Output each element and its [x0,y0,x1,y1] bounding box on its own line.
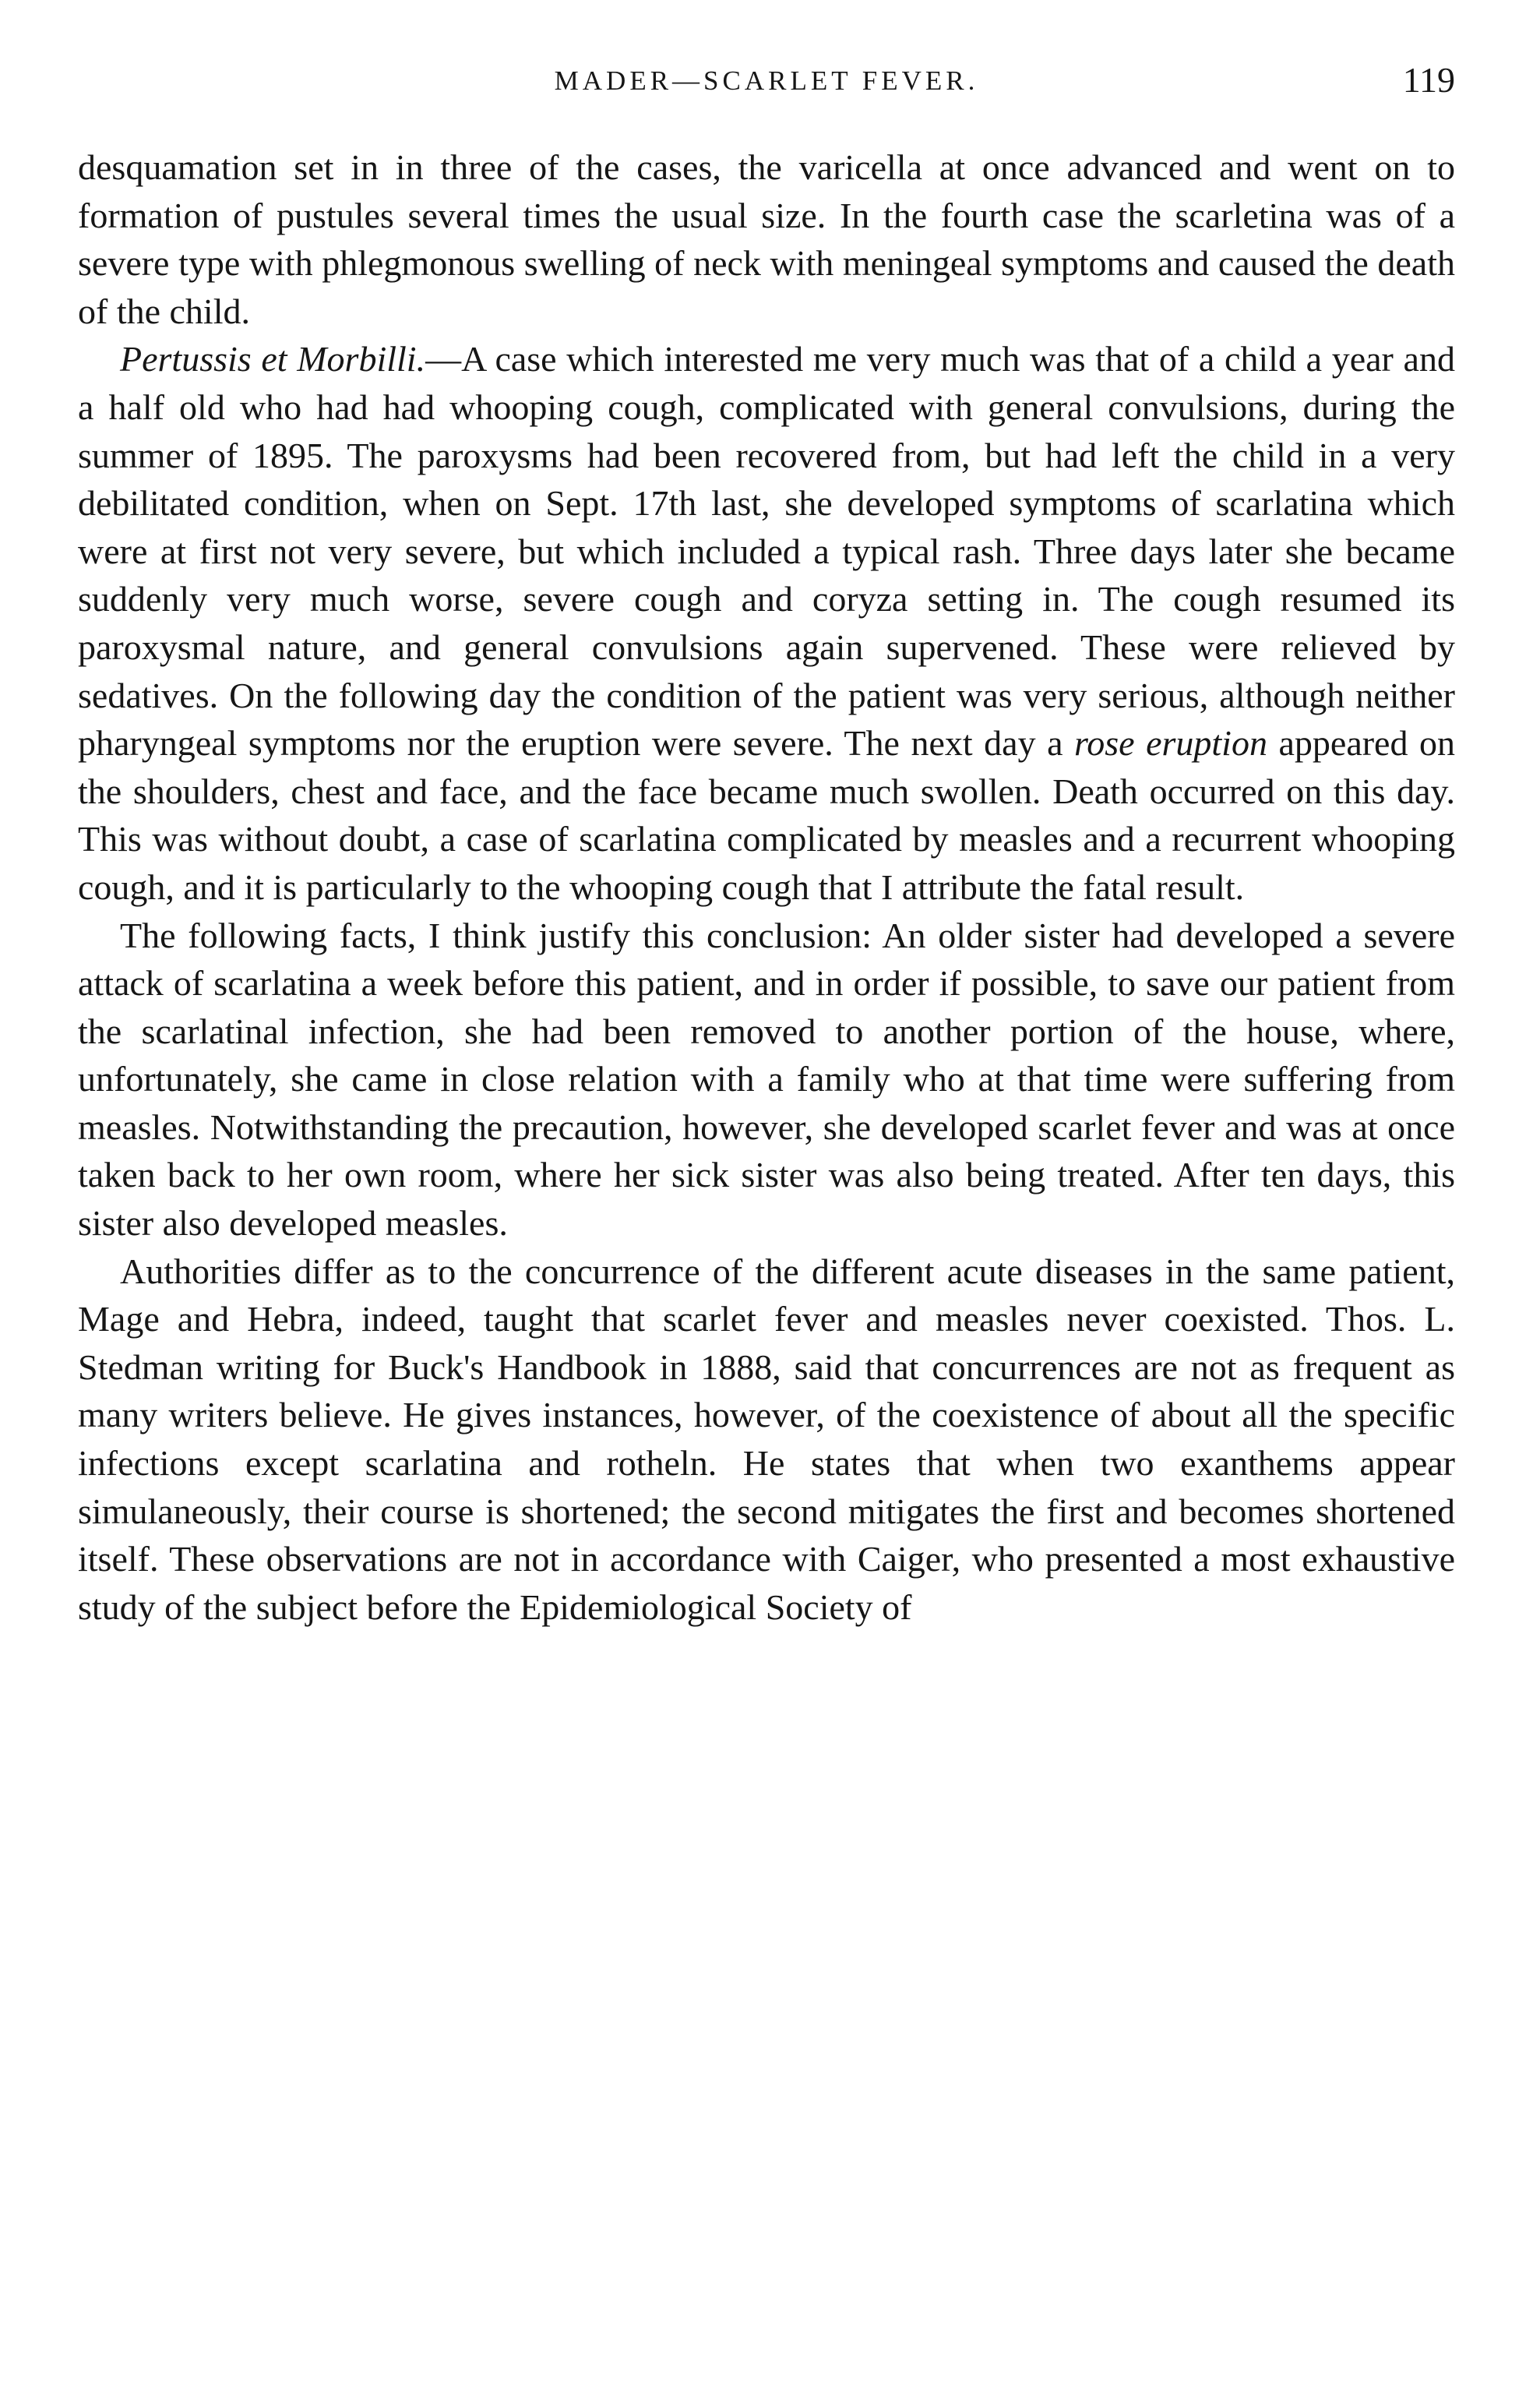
page-number: 119 [1402,60,1455,100]
paragraph-2-text: —A case which interested me very much was that of a child a year and a half old who had had whooping cough, complicated with general convulsions, during the summer of 1895. The paroxysms had been recovered from, but had left the child in a very debilitated condition, when on Sept. 17th last, she developed symptoms of scarlatina which were at first not very severe, but which included a typical rash. Three days later she became suddenly very much worse, severe cough and coryza setting in. The cough resumed its paroxysmal nature, and general convulsions again supervened. These were relieved by sedatives. On the following day the condition of the patient was very serious, although neither pharyngeal symptoms nor the eruption were severe. The next day a [78,339,1455,764]
section-heading-pertussis-morbilli: Pertussis et Morbilli. [120,339,426,379]
paragraph-2 [78,335,1455,911]
paragraph-3-text: The following facts, I think justify this conclusion: An older sister had developed a severe attack of scarlatina a week before this patient, and in order if possible, to save our patient from the scarlatinal infection, she had been removed to another portion of the house, where, unfortunately, she came in close relation with a family who at that time were suffering from measles. Notwithstanding the precaution, however, she developed scarlet fever and was at once taken back to her own room, where her sick sister was also being treated. After ten days, this sister also developed measles. [78,915,1455,1244]
paragraph-4-text: Authorities differ as to the concurrence of the different acute diseases in the same patient, Mage and Hebra, indeed, taught that scarlet fever and measles never coexisted. Thos. L. Stedman writing for Buck's Handbook in 1888, said that concurrences are not as frequent as many writers believe. He gives instances, however, of the coexistence of about all the specific infections except scarlatina and rotheln. He states that when two exanthems appear simulaneously, their course is shortened; the second mitigates the first and becomes shortened itself. These observations are not in accordance with Caiger, who presented a most exhaustive study of the subject before the Epidemiological Society of [78,1251,1455,1627]
running-head [78,59,1455,106]
paragraph-3 [78,912,1455,1247]
running-title: MADER—SCARLET FEVER. [554,65,979,96]
rose-eruption-term: rose eruption [1074,723,1267,764]
paragraph-2-text-after: appeared on the shoulders, chest and face, and the face became much swollen. Death occurred on this day. This was without doubt, a case of scarlatina complicated by measles and a recurrent whooping cough, and it is particularly to the whooping cough that I attribute the fatal result. [78,723,1455,907]
paragraph-1-text: desquamation set in in three of the cases, the varicella at once advanced and went on to formation of pustules several times the usual size. In the fourth case the scarletina was of a severe type with phlegmonous swelling of neck with meningeal symptoms and caused the death of the child. [78,147,1455,331]
body-text [78,143,1455,1631]
paragraph-4 [78,1247,1455,1632]
paragraph-1 [78,143,1455,335]
document-page [78,0,1455,2382]
